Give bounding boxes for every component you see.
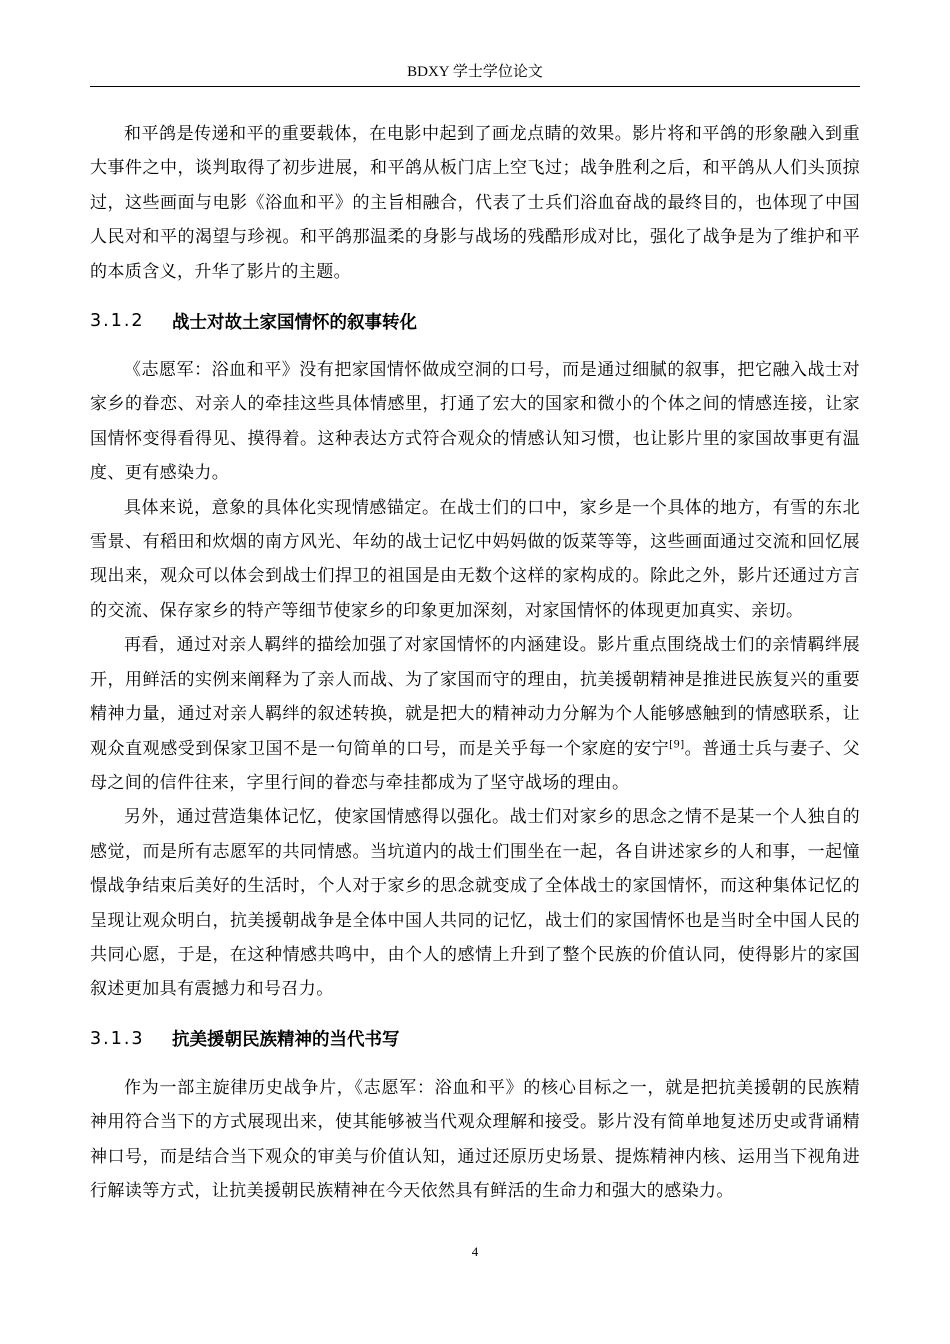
paragraph: 具体来说，意象的具体化实现情感锚定。在战士们的口中，家乡是一个具体的地方，有雪的东北雪景、有稻田和炊烟的南方风光、年幼的战士记忆中妈妈做的饭菜等等，这些画面通过交流和回忆展现出来，观众可以体会到战士们捍卫的祖国是由无数个这样的家构成的。除此之外，影片还通过方言的交流、保存家乡的特产等细节使家乡的印象更加深刻，对家国情怀的体现更加真实、亲切。	[90, 497, 860, 621]
paragraph-text: 再看，通过对亲人羁绊的描绘加强了对家国情怀的内涵建设。影片重点围绕战士们的亲情羁绊展开，用鲜活的实例来阐释为了亲人而战、为了家国而守的理由，抗美援朝精神是推进民族复兴的重要精神力量，通过对亲人羁绊的叙述转换，就是把大的精神动力分解为个人能够感触到的情感联系，让观众直观感受到保家卫国不是一句简单的口号，而是关乎每一个家庭的安宁	[90, 635, 860, 759]
paragraph: 另外，通过营造集体记忆，使家国情感得以强化。战士们对家乡的思念之情不是某一个人独自的感觉，而是所有志愿军的共同情感。当坑道内的战士们围坐在一起，各自讲述家乡的人和事，一起憧憬战争结束后美好的生活时，个人对于家乡的思念就变成了全体战士的家国情怀，而这种集体记忆的呈现让观众明白，抗美援朝战争是全体中国人共同的记忆，战士们的家国情怀也是当时全中国人民的共同心愿，于是，在这种情感共鸣中，由个人的感情上升到了整个民族的价值认同，使得影片的家国叙述更加具有震撼力和号召力。	[90, 807, 860, 1000]
section-title: 战士对故土家国情怀的叙事转化	[172, 312, 417, 333]
paragraph-text: 。普通士兵与妻子、父母之间的信件往来，字里行间的眷恋与牵挂都成为了坚守战场的理由。	[90, 738, 861, 793]
paragraph: 《志愿军：浴血和平》没有把家国情怀做成空洞的口号，而是通过细腻的叙事，把它融入战士对家乡的眷恋、对亲人的牵挂这些具体情感里，打通了宏大的国家和微小的个体之间的情感连接，让家国情怀变得看得见、摸得着。这种表达方式符合观众的情感认知习惯，也让影片里的家国故事更有温度、更有感染力。	[90, 360, 860, 484]
section-heading-3-1-2	[90, 289, 860, 353]
running-header: BDXY 学士学位论文	[407, 64, 543, 80]
header-rule	[90, 86, 860, 87]
section-number: 3.1.2	[90, 311, 145, 332]
section-title: 抗美援朝民族精神的当代书写	[172, 1030, 400, 1051]
section-number: 3.1.3	[90, 1028, 145, 1049]
paragraph: 和平鸽是传递和平的重要载体，在电影中起到了画龙点睛的效果。影片将和平鸽的形象融入到重大事件之中，谈判取得了初步进展，和平鸽从板门店上空飞过；战争胜利之后，和平鸽从人们头顶掠过，这些画面与电影《浴血和平》的主旨相融合，代表了士兵们浴血奋战的最终目的，也体现了中国人民对和平的渴望与珍视。和平鸽那温柔的身影与战场的残酷形成对比，强化了战争是为了维护和平的本质含义，升华了影片的主题。	[90, 124, 860, 282]
section-heading-3-1-3	[90, 1007, 860, 1071]
citation-ref: [9]	[669, 738, 685, 750]
paragraph	[90, 628, 860, 800]
body-text	[90, 117, 860, 1208]
paragraph: 作为一部主旋律历史战争片，《志愿军：浴血和平》的核心目标之一，就是把抗美援朝的民族精神用符合当下的方式展现出来，使其能够被当代观众理解和接受。影片没有简单地复述历史或背诵精神口号，而是结合当下观众的审美与价值认知，通过还原历史场景、提炼精神内核、运用当下视角进行解读等方式，让抗美援朝民族精神在今天依然具有鲜活的生命力和强大的感染力。	[90, 1077, 860, 1201]
page-number: 4	[471, 1244, 479, 1259]
